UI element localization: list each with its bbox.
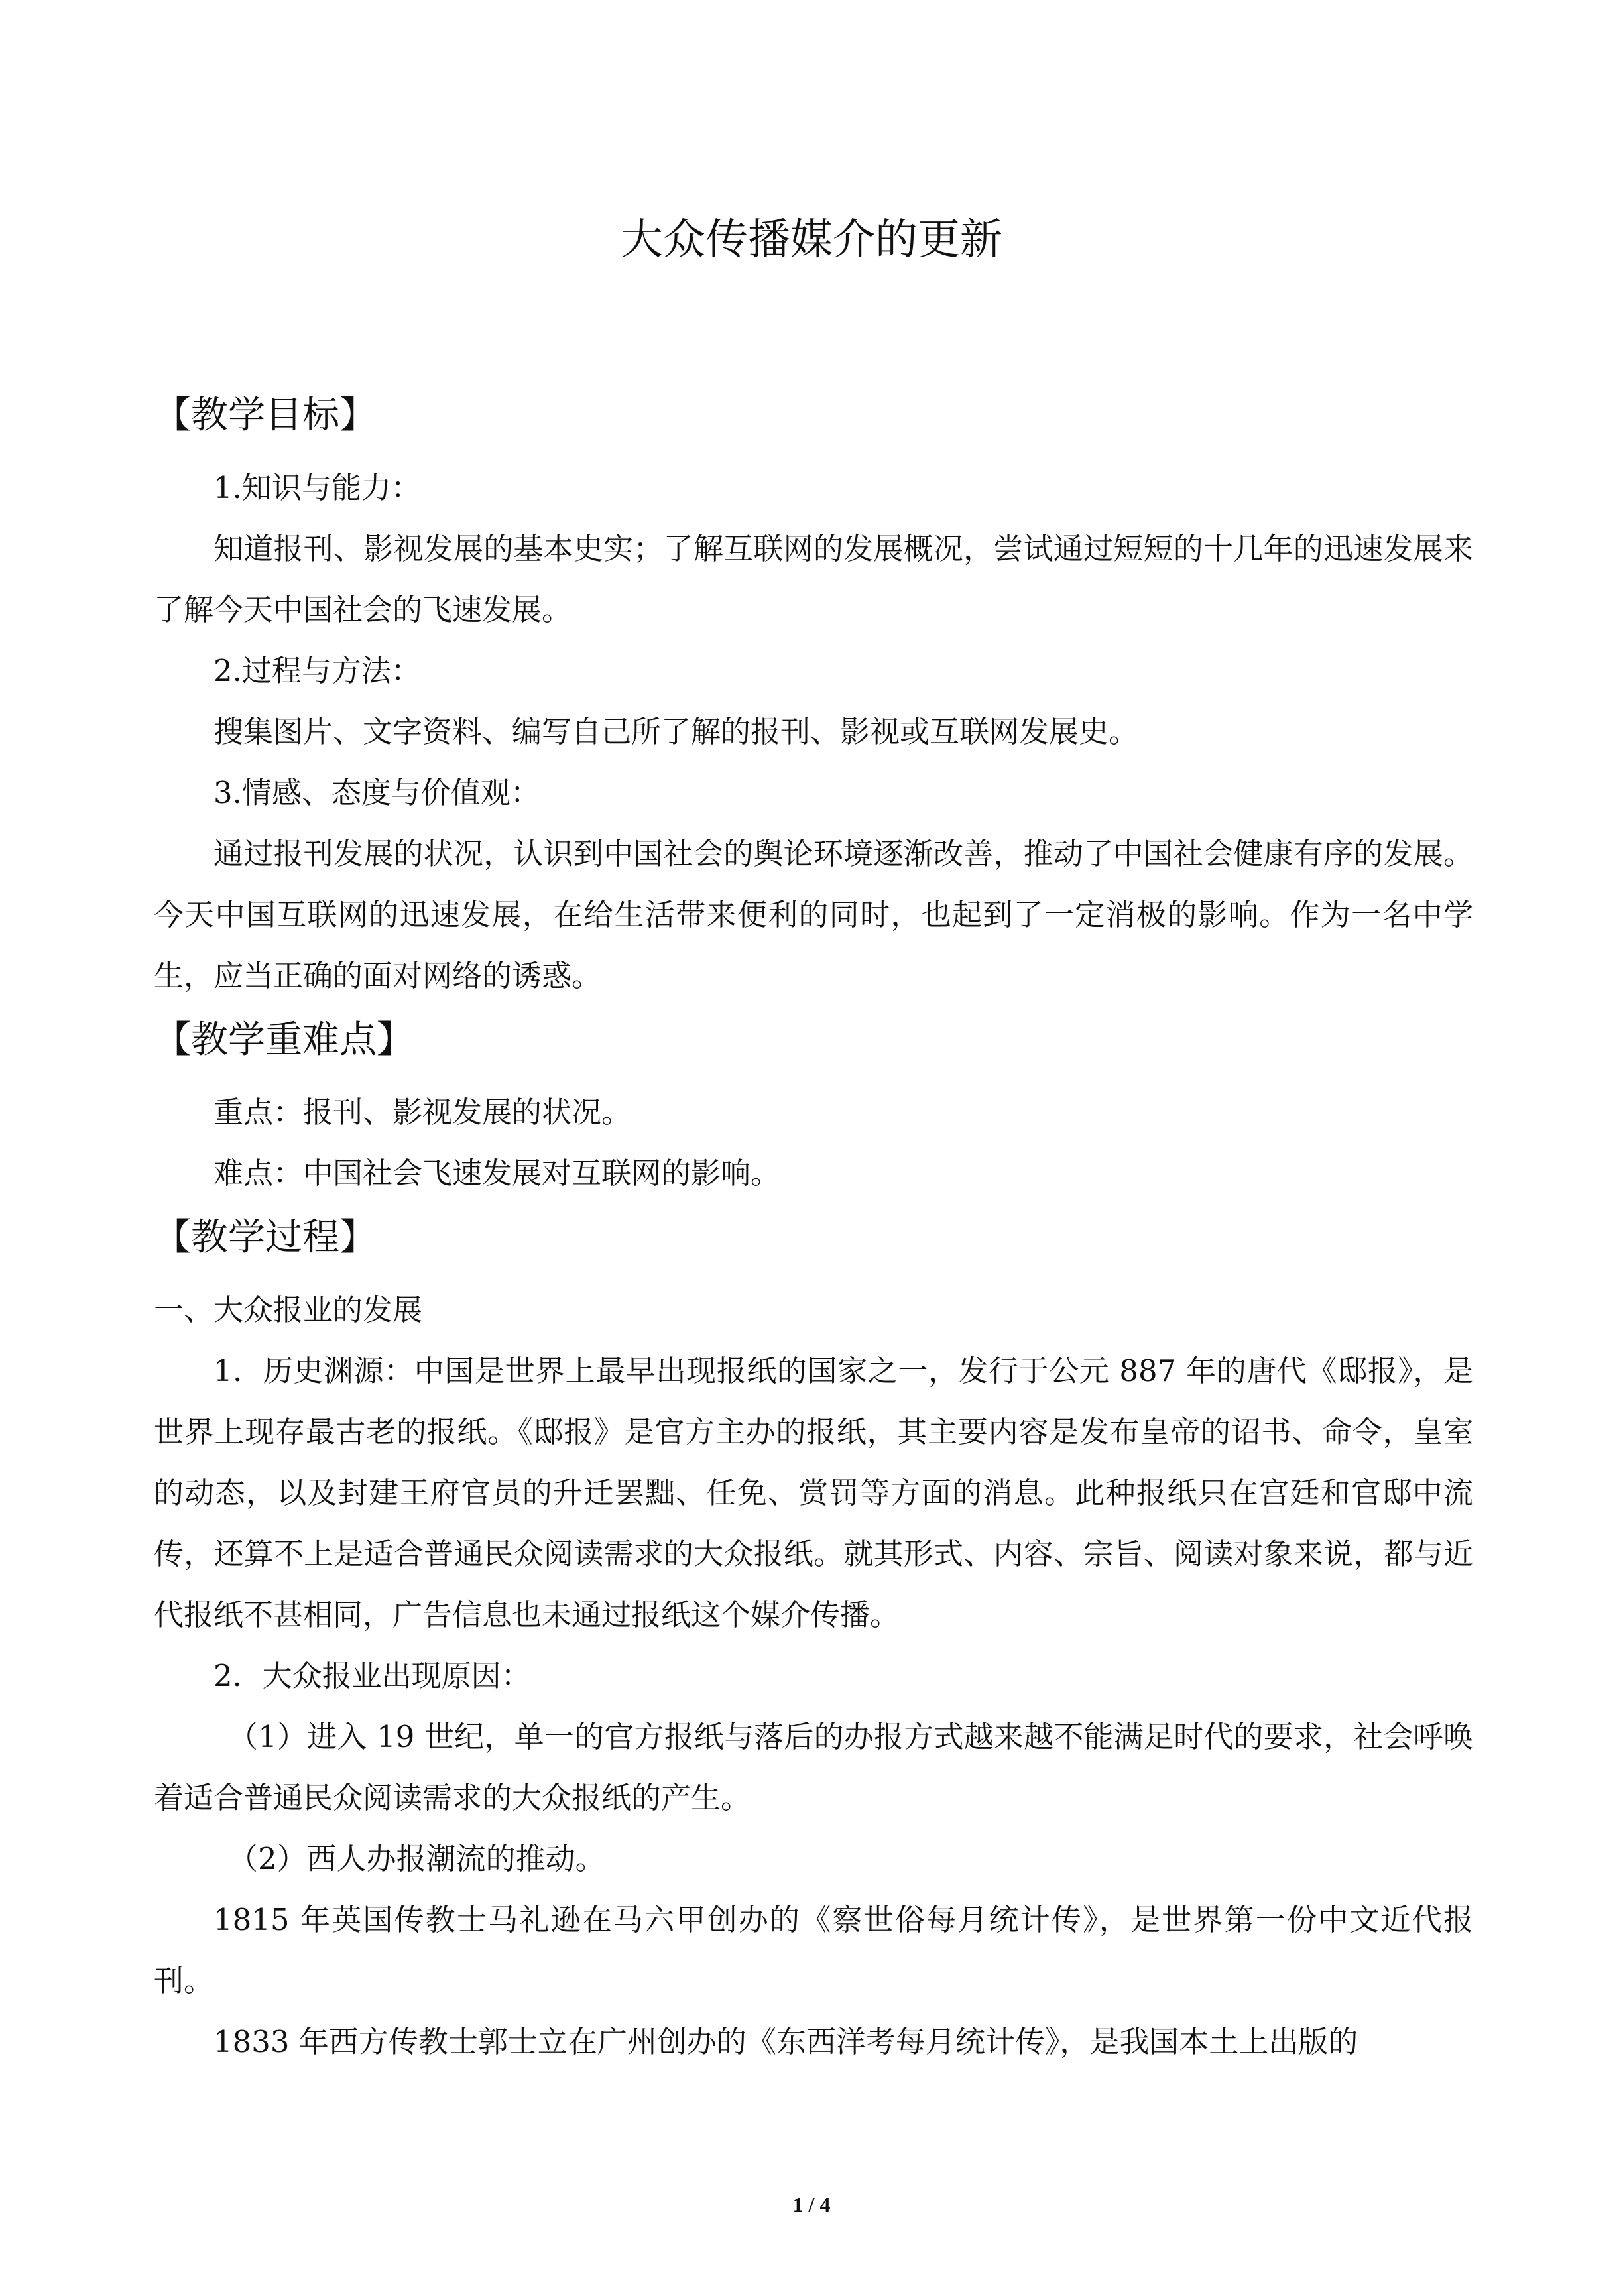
process-paragraph-causes-label: 2．大众报业出现原因： [213,1658,531,1693]
page-number: 1 / 4 [792,2193,831,2216]
objectives-item-3-text: 通过报刊发展的状况，认识到中国社会的舆论环境逐渐改善，推动了中国社会健康有序的发展。今天中国互联网的迅速发展，在给生活带来便利的同时，也起到了一定消极的影响。作为一名中学生，应当正确的面对网络的诱惑。 [154,836,1473,993]
process-paragraph-cause-2: （2）西人办报潮流的推动。 [228,1841,605,1876]
section-heading-objectives: 【教学目标】 [154,394,377,437]
keypoints-difficulty: 难点：中国社会飞速发展对互联网的影响。 [213,1156,781,1191]
objectives-item-1-text: 知道报刊、影视发展的基本史实；了解互联网的发展概况，尝试通过短短的十几年的迅速发展来了解今天中国社会的飞速发展。 [154,531,1473,627]
process-subheading-1: 一、大众报业的发展 [154,1292,423,1327]
process-paragraph-history: 1．历史渊源：中国是世界上最早出现报纸的国家之一，发行于公元 887 年的唐代《邸报》，是世界上现存最古老的报纸。《邸报》是官方主办的报纸，其主要内容是发布皇帝的诏书、命令，皇室的动态，以及封建王府官员的升迁罢黜、任免、赏罚等方面的消息。此种报纸只在宫廷和官邸中流传，还算不上是适合普通民众阅读需求的大众报纸。就其形式、内容、宗旨、阅读对象来说，都与近代报纸不甚相同，广告信息也未通过报纸这个媒介传播。 [154,1353,1473,1632]
objectives-item-2-label: 2.过程与方法： [213,653,421,688]
objectives-item-2-text: 搜集图片、文字资料、编写自己所了解的报刊、影视或互联网发展史。 [213,714,1139,749]
objectives-item-1-label: 1.知识与能力： [213,470,421,505]
section-heading-keypoints: 【教学重难点】 [154,1018,414,1061]
section-heading-process: 【教学过程】 [154,1216,377,1259]
document-body [154,386,1473,2073]
document-title: 大众传播媒介的更新 [621,215,1002,265]
keypoints-focus: 重点：报刊、影视发展的状况。 [213,1095,632,1130]
objectives-item-3-label: 3.情感、态度与价值观： [213,775,540,810]
process-paragraph-1815: 1815 年英国传教士马礼逊在马六甲创办的《察世俗每月统计传》，是世界第一份中文近代报刊。 [154,1902,1473,1998]
process-paragraph-cause-1: （1）进入 19 世纪，单一的官方报纸与落后的办报方式越来越不能满足时代的要求，社会呼唤着适合普通民众阅读需求的大众报纸的产生。 [154,1719,1473,1815]
process-paragraph-1833: 1833 年西方传教士郭士立在广州创办的《东西洋考每月统计传》，是我国本土上出版的 [213,2024,1358,2059]
